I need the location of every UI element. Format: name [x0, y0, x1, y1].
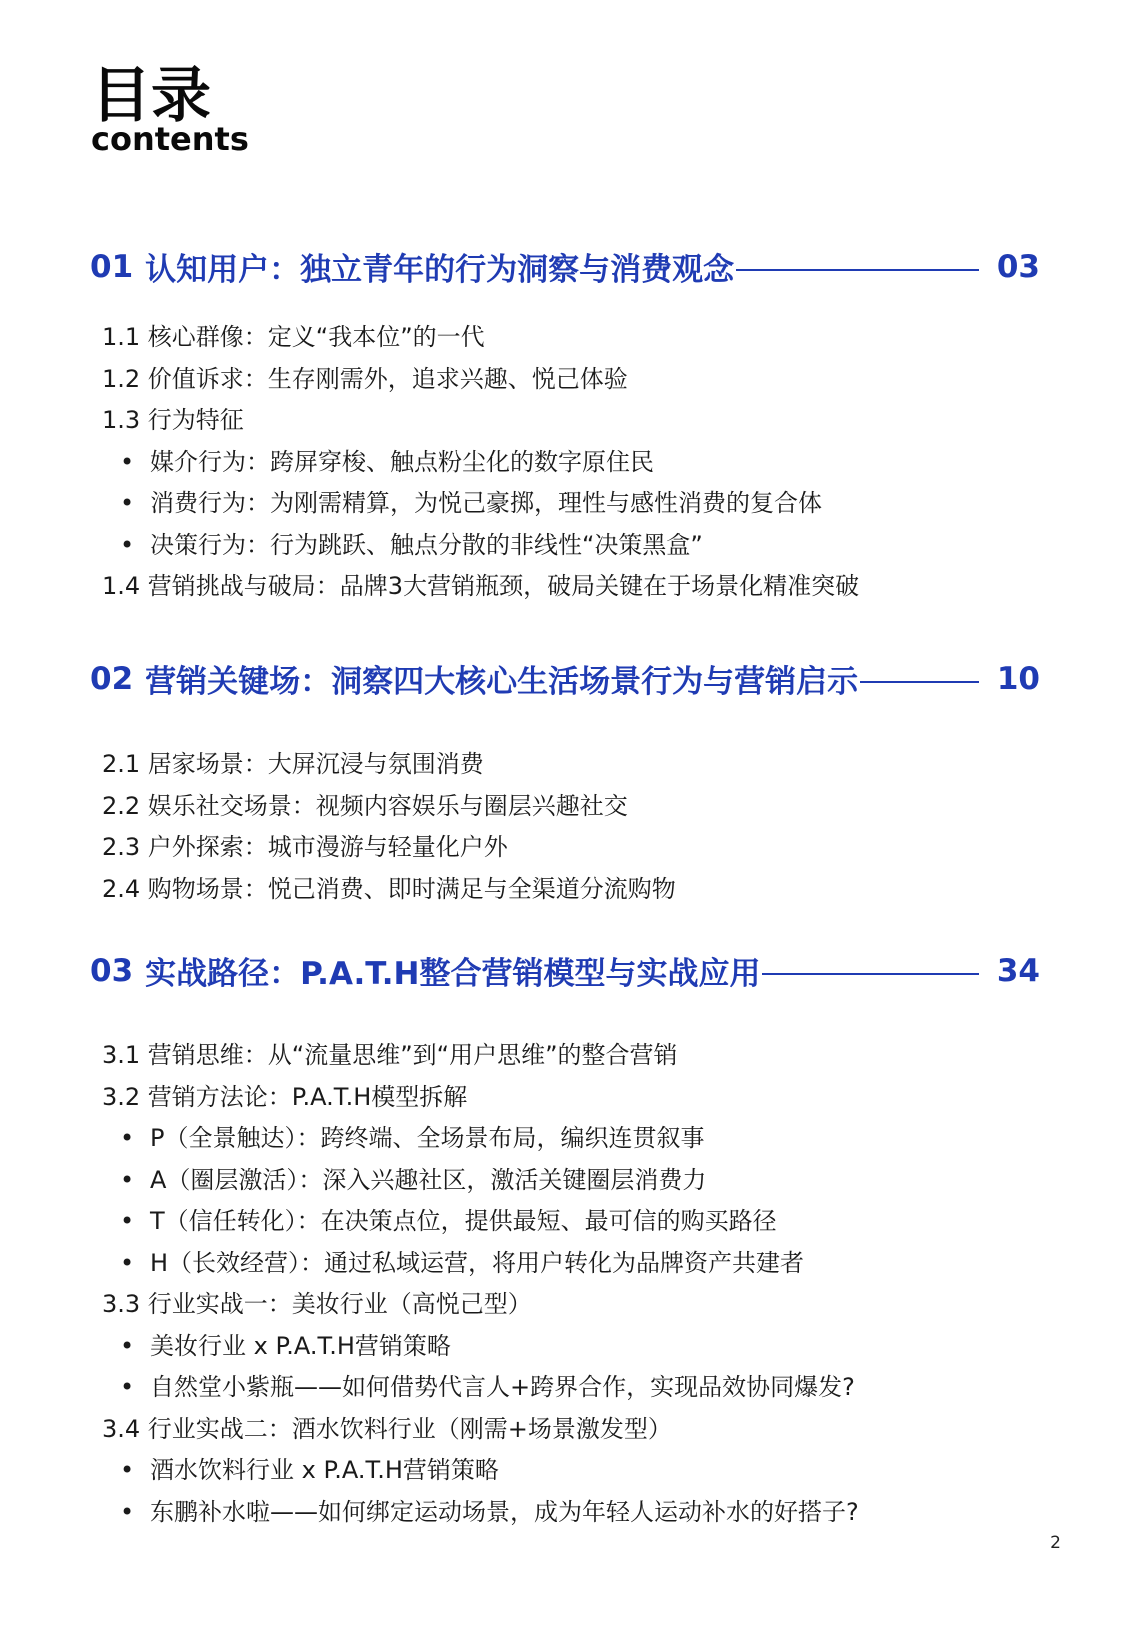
toc-item[interactable]: [102, 869, 676, 911]
section-number: 02: [90, 660, 134, 697]
toc-item[interactable]: [102, 317, 859, 359]
toc-subitem[interactable]: [102, 1160, 859, 1202]
page-number: 2: [1050, 1533, 1061, 1553]
toc-item[interactable]: [102, 1035, 859, 1077]
toc-item-text: 自然堂小紫瓶——如何借势代言人+跨界合作，实现品效协同爆发?: [150, 1373, 855, 1401]
toc-subitem[interactable]: [102, 1367, 859, 1409]
toc-subitem[interactable]: [102, 1243, 859, 1285]
page-title: 目录: [91, 61, 211, 131]
bullet-icon: •: [120, 489, 135, 517]
toc-item[interactable]: [102, 744, 676, 786]
bullet-icon: •: [120, 1124, 135, 1152]
toc-subitem[interactable]: [102, 1326, 859, 1368]
toc-item-text: 2.4 购物场景：悦己消费、即时满足与全渠道分流购物: [102, 874, 676, 903]
toc-item[interactable]: [102, 359, 859, 401]
section-heading-03[interactable]: [90, 948, 1040, 993]
toc-subitem[interactable]: [102, 1118, 859, 1160]
toc-item-text: 媒介行为：跨屏穿梭、触点粉尘化的数字原住民: [150, 447, 654, 476]
leader-line: [762, 973, 978, 975]
toc-item[interactable]: [102, 400, 859, 442]
toc-item-text: 1.3 行为特征: [102, 406, 244, 434]
toc-subitem[interactable]: [102, 1201, 859, 1243]
toc-item-text: 3.4 行业实战二：酒水饮料行业（刚需+场景激发型）: [102, 1414, 672, 1443]
section-title: 实战路径：P.A.T.H整合营销模型与实战应用: [145, 956, 761, 992]
toc-item-text: 2.2 娱乐社交场景：视频内容娱乐与圈层兴趣社交: [102, 791, 628, 820]
toc-subitem[interactable]: [102, 442, 859, 484]
section-title: 认知用户：独立青年的行为洞察与消费观念: [145, 252, 735, 288]
bullet-icon: •: [120, 1248, 135, 1277]
section-heading-01[interactable]: [90, 244, 1040, 289]
toc-item-text: 2.1 居家场景：大屏沉浸与氛围消费: [102, 750, 484, 778]
toc-item[interactable]: [102, 827, 676, 869]
section-page-number: 03: [996, 248, 1040, 285]
toc-item-text: A（圈层激活）：深入兴趣社区，激活关键圈层消费力: [150, 1165, 707, 1194]
toc-subitem[interactable]: [102, 1492, 859, 1534]
toc-item-text: 东鹏补水啦——如何绑定运动场景，成为年轻人运动补水的好搭子?: [150, 1497, 859, 1526]
toc-subitem[interactable]: [102, 1450, 859, 1492]
section-number: 03: [90, 952, 134, 989]
bullet-icon: •: [120, 447, 135, 476]
toc-item[interactable]: [102, 1409, 859, 1451]
bullet-icon: •: [120, 1456, 135, 1484]
bullet-icon: •: [120, 530, 135, 559]
toc-item-text: 1.1 核心群像：定义“我本位”的一代: [102, 323, 485, 351]
toc-item-text: 2.3 户外探索：城市漫游与轻量化户外: [102, 833, 508, 861]
toc-item-text: 1.4 营销挑战与破局：品牌3大营销瓶颈，破局关键在于场景化精准突破: [102, 572, 860, 600]
toc-list-02: [102, 744, 676, 910]
bullet-icon: •: [120, 1331, 135, 1360]
toc-item-text: 3.3 行业实战一：美妆行业（高悦己型）: [102, 1290, 532, 1318]
toc-subitem[interactable]: [102, 483, 859, 525]
section-page-number: 10: [996, 660, 1040, 697]
toc-item-text: 3.2 营销方法论：P.A.T.H模型拆解: [102, 1082, 468, 1111]
toc-item-text: 决策行为：行为跳跃、触点分散的非线性“决策黑盒”: [150, 530, 703, 559]
page-title-block: [91, 61, 249, 158]
toc-item[interactable]: [102, 566, 859, 608]
leader-line: [860, 681, 979, 683]
toc-item-text: H（长效经营）：通过私域运营，将用户转化为品牌资产共建者: [150, 1248, 805, 1277]
toc-item-text: 美妆行业 x P.A.T.H营销策略: [150, 1331, 451, 1360]
bullet-icon: •: [120, 1207, 135, 1235]
toc-list-03: [102, 1035, 859, 1533]
section-heading-02[interactable]: [90, 656, 1040, 701]
toc-item[interactable]: [102, 1284, 859, 1326]
toc-subitem[interactable]: [102, 525, 859, 567]
toc-item[interactable]: [102, 786, 676, 828]
toc-item-text: 1.2 价值诉求：生存刚需外，追求兴趣、悦己体验: [102, 364, 628, 393]
leader-line: [736, 269, 979, 271]
bullet-icon: •: [120, 1165, 135, 1194]
toc-item-text: P（全景触达）：跨终端、全场景布局，编织连贯叙事: [150, 1124, 705, 1152]
section-number: 01: [90, 248, 134, 285]
toc-list-01: [102, 317, 859, 608]
toc-item-text: T（信任转化）：在决策点位，提供最短、最可信的购买路径: [150, 1207, 777, 1235]
toc-item[interactable]: [102, 1077, 859, 1119]
toc-item-text: 酒水饮料行业 x P.A.T.H营销策略: [150, 1456, 499, 1484]
toc-item-text: 消费行为：为刚需精算，为悦己豪掷，理性与感性消费的复合体: [150, 489, 822, 517]
toc-item-text: 3.1 营销思维：从“流量思维”到“用户思维”的整合营销: [102, 1041, 678, 1069]
section-page-number: 34: [996, 952, 1040, 989]
bullet-icon: •: [120, 1497, 135, 1526]
page-subtitle: contents: [91, 120, 249, 158]
section-title: 营销关键场：洞察四大核心生活场景行为与营销启示: [145, 664, 859, 700]
bullet-icon: •: [120, 1373, 135, 1401]
